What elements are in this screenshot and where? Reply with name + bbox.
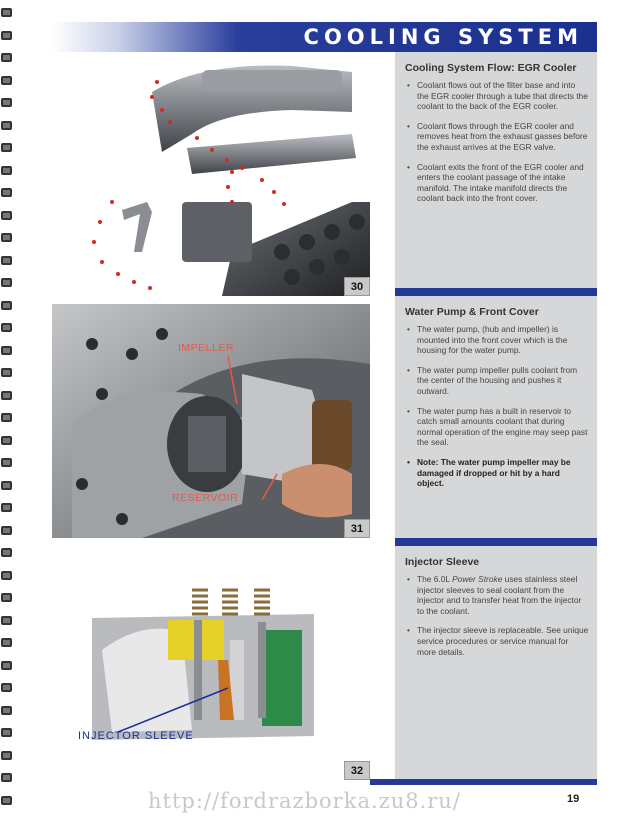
panel-egr-cooler xyxy=(395,52,597,288)
binding-ring xyxy=(1,98,12,107)
binding-ring xyxy=(1,796,12,805)
binding-ring xyxy=(1,526,12,535)
binding-ring xyxy=(1,233,12,242)
bullet-item: • The injector sleeve is replaceable. See unique service procedures or service manual for more details. xyxy=(405,625,589,657)
bullet-item: • The water pump, (hub and impeller) is mounted into the front cover which is the housing for the water pump. xyxy=(405,324,589,356)
figure-egr-cooler xyxy=(52,52,370,296)
binding-ring xyxy=(1,751,12,760)
section-heading: Injector Sleeve xyxy=(405,556,480,568)
binding-ring xyxy=(1,31,12,40)
watermark-url: http://fordrazborka.zu8.ru/ xyxy=(148,789,461,813)
bullet-item: • The water pump impeller pulls coolant from the center of the housing and pushes it outward. xyxy=(405,365,589,397)
figure-injector-sleeve xyxy=(52,540,370,780)
binding-ring xyxy=(1,683,12,692)
binding-ring xyxy=(1,323,12,332)
bullet-list xyxy=(405,324,589,489)
binding-ring xyxy=(1,548,12,557)
binding-ring xyxy=(1,706,12,715)
binding-ring xyxy=(1,413,12,422)
binding-ring xyxy=(1,301,12,310)
figure-number-badge: 31 xyxy=(344,519,370,538)
binding-ring xyxy=(1,616,12,625)
binding-ring xyxy=(1,436,12,445)
bullet-list xyxy=(405,574,589,657)
injector-sleeve-cutaway xyxy=(52,540,370,780)
binding-ring xyxy=(1,368,12,377)
section-divider-strip xyxy=(395,538,597,546)
binding-ring xyxy=(1,143,12,152)
egr-cooler-illustration xyxy=(52,52,370,296)
binding-ring xyxy=(1,391,12,400)
section-header-bar xyxy=(52,22,597,52)
section-heading: Water Pump & Front Cover xyxy=(405,306,539,318)
figure-number-badge: 30 xyxy=(344,277,370,296)
binding-ring xyxy=(1,571,12,580)
binding-ring xyxy=(1,188,12,197)
binding-ring xyxy=(1,256,12,265)
bullet-item: • Coolant flows out of the filter base and into the EGR cooler through a tube that directs the coolant to the back of the EGR cooler. xyxy=(405,80,589,112)
binding-ring xyxy=(1,8,12,17)
section-heading: Cooling System Flow: EGR Cooler xyxy=(405,62,577,74)
binding-ring xyxy=(1,661,12,670)
section-divider-strip xyxy=(395,288,597,296)
bullet-item: • The 6.0L Power Stroke uses stainless steel injector sleeves to seal coolant from the injector and to transfer heat from the injector to the coolant. xyxy=(405,574,589,616)
panel-water-pump xyxy=(395,288,597,538)
footer-rule xyxy=(370,779,597,785)
bullet-item: • Coolant exits the front of the EGR cooler and enters the coolant passage of the intake manifold. The intake manifold directs the coolant back into the front cover. xyxy=(405,162,589,204)
binding-ring xyxy=(1,346,12,355)
binding-ring xyxy=(1,121,12,130)
bullet-item: • Coolant flows through the EGR cooler and removes heat from the exhaust gasses before the exhaust arrives at the EGR valve. xyxy=(405,121,589,153)
binding-ring xyxy=(1,638,12,647)
binding-ring xyxy=(1,481,12,490)
reservoir-callout-label: RESERVOIR xyxy=(172,492,239,504)
page-number: 19 xyxy=(567,793,580,805)
figure-water-pump xyxy=(52,304,370,538)
bullet-item: • The water pump has a built in reservoir to catch small amounts coolant that during normal operation of the engine may seep past the seal. xyxy=(405,406,589,448)
binding-ring xyxy=(1,773,12,782)
binding-ring xyxy=(1,593,12,602)
binding-ring xyxy=(1,503,12,512)
panel-injector-sleeve xyxy=(395,538,597,779)
bullet-list xyxy=(405,80,589,204)
binding-ring xyxy=(1,211,12,220)
spiral-binding xyxy=(0,0,14,822)
binding-ring xyxy=(1,76,12,85)
binding-ring xyxy=(1,53,12,62)
figure-number-badge: 32 xyxy=(344,761,370,780)
binding-ring xyxy=(1,458,12,467)
binding-ring xyxy=(1,278,12,287)
binding-ring xyxy=(1,166,12,175)
page-title: COOLING SYSTEM xyxy=(303,25,583,49)
impeller-callout-label: IMPELLER xyxy=(178,342,234,354)
injector-sleeve-callout-label: INJECTOR SLEEVE xyxy=(78,730,194,742)
note-item: • Note: The water pump impeller may be damaged if dropped or hit by a hard object. xyxy=(405,457,589,489)
binding-ring xyxy=(1,728,12,737)
